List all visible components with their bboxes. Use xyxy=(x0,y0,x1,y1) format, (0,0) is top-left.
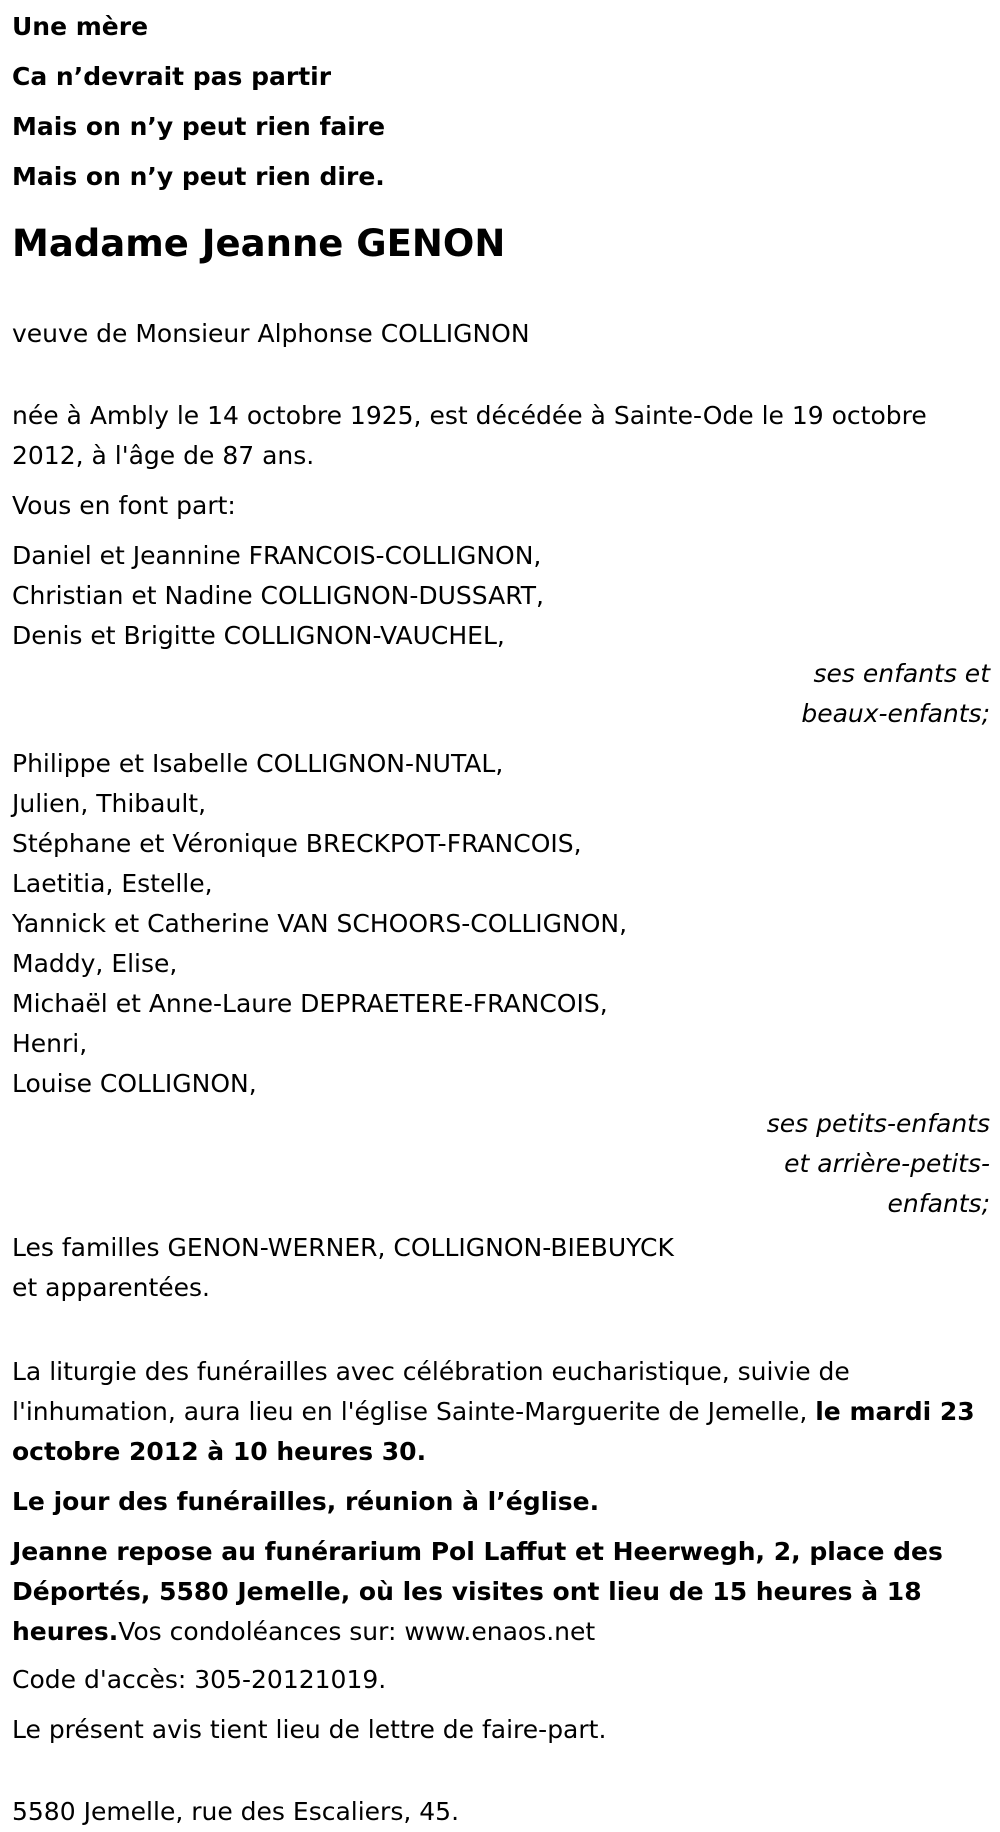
list-item: Yannick et Catherine VAN SCHOORS-COLLIGNON, xyxy=(12,909,628,938)
reunion-line: Le jour des funérailles, réunion à l’église. xyxy=(12,1487,600,1516)
repose-text: Jeanne repose au funérarium Pol Laffut et Heerwegh, 2, place des Déportés, 5580 Jemelle, où les visites ont lieu de 15 heures à 18 heures. xyxy=(12,1537,943,1646)
role-line: ses enfants et xyxy=(813,659,990,688)
access-code: Code d'accès: 305-20121019. xyxy=(12,1665,387,1694)
obituary-page xyxy=(0,2,1000,1826)
liturgy-date: le mardi 23 octobre 2012 à 10 heures 30. xyxy=(12,1397,975,1466)
address-line: 5580 Jemelle, rue des Escaliers, 45. xyxy=(12,1797,460,1826)
liturgy-paragraph xyxy=(12,1352,992,1472)
list-item: Maddy, Elise, xyxy=(12,949,178,978)
list-item: Louise COLLIGNON, xyxy=(12,1069,257,1098)
list-item: Christian et Nadine COLLIGNON-DUSSART, xyxy=(12,581,545,610)
notice-line: Le présent avis tient lieu de lettre de faire-part. xyxy=(12,1715,607,1744)
list-item: Denis et Brigitte COLLIGNON-VAUCHEL, xyxy=(12,621,505,650)
poem-line: Ca n’devrait pas partir xyxy=(12,62,332,91)
poem-line: Mais on n’y peut rien dire. xyxy=(12,162,385,191)
condolences-text: Vos condoléances sur: www.enaos.net xyxy=(118,1617,596,1646)
list-item: Henri, xyxy=(12,1029,88,1058)
repose-paragraph xyxy=(12,1532,972,1652)
families-block xyxy=(12,1228,988,1308)
families-line: Les familles GENON-WERNER, COLLIGNON-BIEBUYCK xyxy=(12,1233,674,1262)
liturgy-text: La liturgie des funérailles avec célébration eucharistique, suivie de l'inhumation, aura lieu en l'église Sainte-Marguerite de Jemelle, xyxy=(12,1357,850,1426)
list-item: Stéphane et Véronique BRECKPOT-FRANCOIS, xyxy=(12,829,582,858)
birth-death-text: née à Ambly le 14 octobre 1925, est décédée à Sainte-Ode le 19 octobre 2012, à l'âge de 87 ans. xyxy=(12,401,927,470)
announce-line: Vous en font part: xyxy=(12,491,236,520)
families-line: et apparentées. xyxy=(12,1273,210,1302)
poem-line: Une mère xyxy=(12,12,149,41)
list-item: Philippe et Isabelle COLLIGNON-NUTAL, xyxy=(12,749,504,778)
list-item: Laetitia, Estelle, xyxy=(12,869,213,898)
poem-line: Mais on n’y peut rien faire xyxy=(12,112,386,141)
poem xyxy=(12,2,988,202)
role-line: beaux-enfants; xyxy=(801,699,990,728)
grandchildren-list xyxy=(12,744,988,1104)
grandchildren-role xyxy=(12,1104,990,1224)
children-role xyxy=(12,654,990,734)
list-item: Julien, Thibault, xyxy=(12,789,207,818)
role-line: ses petits-enfants xyxy=(766,1109,990,1138)
spouse-line: veuve de Monsieur Alphonse COLLIGNON xyxy=(12,319,530,348)
list-item: Michaël et Anne-Laure DEPRAETERE-FRANCOIS, xyxy=(12,989,608,1018)
children-list xyxy=(12,536,988,656)
deceased-name-title: Madame Jeanne GENON xyxy=(12,222,506,265)
role-line: et arrière-petits- xyxy=(784,1149,990,1178)
role-line: enfants; xyxy=(887,1189,990,1218)
list-item: Daniel et Jeannine FRANCOIS-COLLIGNON, xyxy=(12,541,542,570)
